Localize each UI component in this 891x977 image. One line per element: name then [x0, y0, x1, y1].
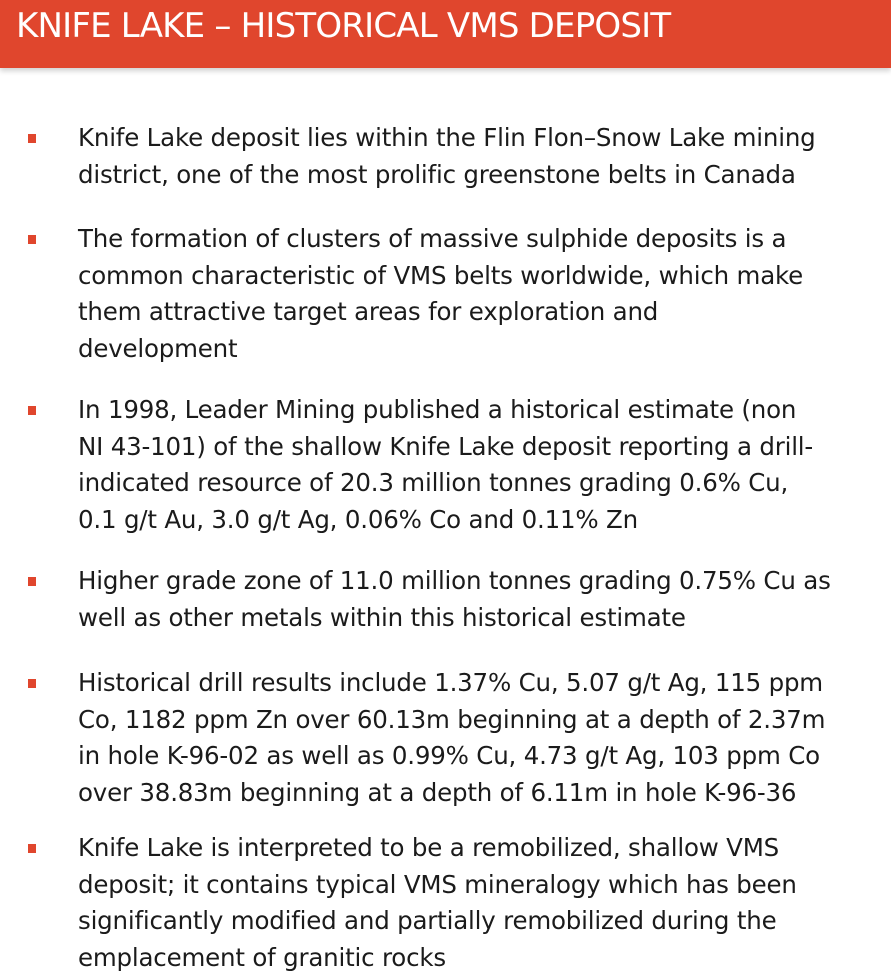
bullet-marker-icon — [28, 679, 36, 688]
bullet-text: Higher grade zone of 11.0 million tonnes grading 0.75% Cu as well as other metals within this historical estimate — [78, 566, 831, 632]
bullet-marker-icon — [28, 577, 36, 586]
bullet-text: The formation of clusters of massive sulphide deposits is a common characteristic of VMS belts worldwide, which make them attractive target areas for exploration and development — [78, 224, 804, 363]
bullet-marker-icon — [28, 134, 36, 143]
bullet-marker-icon — [28, 235, 36, 244]
title-bar — [0, 0, 891, 68]
bullet-marker-icon — [28, 844, 36, 853]
bullet-text: Knife Lake deposit lies within the Flin Flon–Snow Lake mining district, one of the most prolific greenstone belts in Canada — [78, 123, 816, 189]
bullet-text: Knife Lake is interpreted to be a remobilized, shallow VMS deposit; it contains typical VMS mineralogy which has been significantly modified and partially remobilized during the emplacement of granitic rocks — [78, 833, 797, 972]
slide-title: KNIFE LAKE – HISTORICAL VMS DEPOSIT — [16, 6, 671, 46]
bullet-text: In 1998, Leader Mining published a historical estimate (non NI 43-101) of the shallow Knife Lake deposit reporting a drill- indicated resource of 20.3 million tonnes grading 0.6% Cu, 0.1 g/t Au, 3.0 g/t Ag, 0.06% Co and 0.11% Zn — [78, 395, 814, 534]
bullet-text: Historical drill results include 1.37% Cu, 5.07 g/t Ag, 115 ppm Co, 1182 ppm Zn over 60.13m beginning at a depth of 2.37m in hole K-96-02 as well as 0.99% Cu, 4.73 g/t Ag, 103 ppm Co over 38.83m beginning at a depth of 6.11m in hole K-96-36 — [78, 668, 826, 807]
bullet-marker-icon — [28, 406, 36, 415]
